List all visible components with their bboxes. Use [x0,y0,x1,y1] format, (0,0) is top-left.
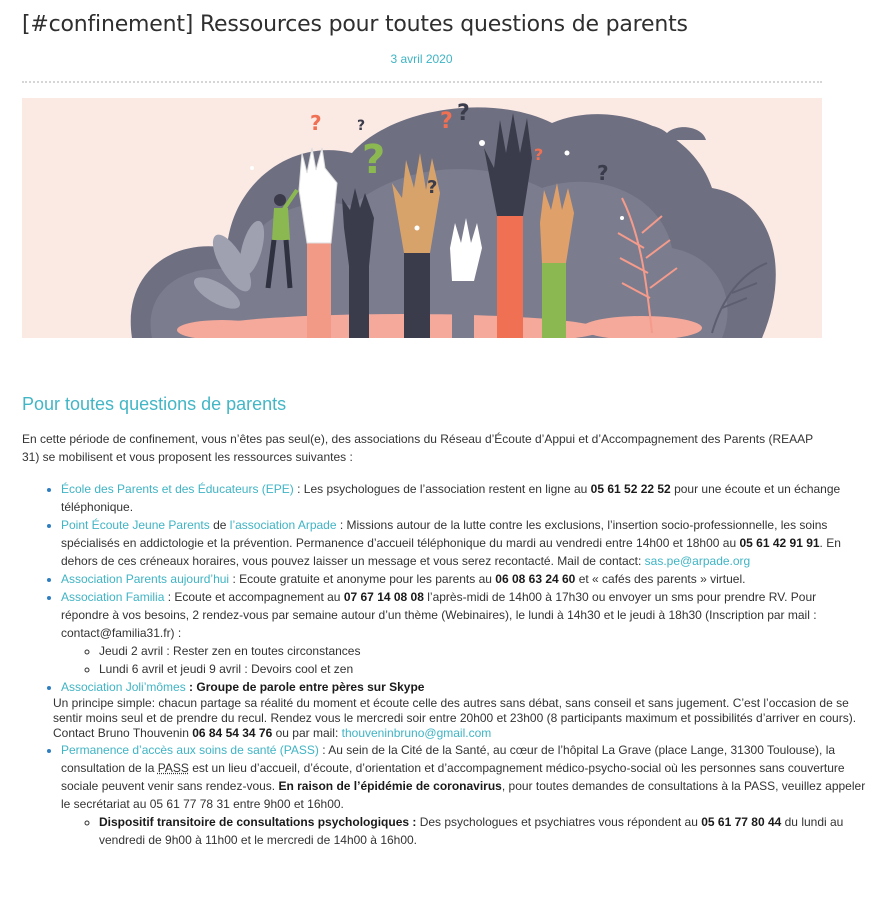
jolimomes-email-link[interactable]: thouveninbruno@gmail.com [341,726,492,740]
arpade-link[interactable]: l’association Arpade [229,518,337,532]
list-item-arpade: • Point Écoute Jeune Parents de l’association Arpade : Missions autour de la lutte contre les exclusions, l’insertion socio-professionnelle, les soins spécialisés en addictologie et la prévention. Permanence d’accueil téléphonique du mardi au vendredi entre 14h00 et 18h00 au 05 61 42 91 91. En dehors de ces créneaux horaires, vous pouvez laisser un message et vous serez recontacté. Mail de contact: sas.pe@arpade.org [61,516,866,570]
pass-link[interactable]: Permanence d’accès aux soins de santé (PASS) [61,743,319,757]
jolimomes-heading: : Groupe de parole entre pères sur Skype [185,680,425,694]
svg-text:?: ? [457,101,470,126]
list-item: ◦ Jeudi 2 avril : Rester zen en toutes circonstances [99,642,866,660]
jolimomes-description: Un principe simple: chacun partage sa réalité du moment et écoute celle des autres sans débat, sans conseil et sans jugement. C’est l’occasion de se sentir moins seul et de prendre du recul. Rendez vous le mercredi soir entre 20h00 et 23h00 (8 participants maximum et possibilités d’arriver en cours). Contact Bruno Thouvenin 06 84 54 34 76 ou par mail: thouveninbruno@gmail.com [53,696,857,740]
arpade-phone: 05 61 42 91 91 [739,536,820,550]
list-item-parents-aujourdhui: • Association Parents aujourd’hui : Ecoute gratuite et anonyme pour les parents au 06 08 63 24 60 et « cafés des parents » virtuel. [61,570,866,588]
familia-sublist [61,642,866,678]
epe-phone: 05 61 52 22 52 [590,482,671,496]
svg-text:?: ? [357,118,366,134]
arpade-email-link[interactable]: sas.pe@arpade.org [644,554,751,568]
familia-phone: 07 67 14 08 08 [343,590,424,604]
pass-sublist [61,813,866,849]
jolimomes-link[interactable]: Association Joli’mômes [61,680,186,694]
coronavirus-notice: En raison de l’épidémie de coronavirus [278,779,502,793]
list-item-epe: • École des Parents et des Éducateurs (EPE) : Les psychologues de l’association restent en ligne au 05 61 52 22 52 pour une écoute et un échange téléphonique. [61,480,866,516]
divider [22,81,822,83]
parents-aujourdhui-link[interactable]: Association Parents aujourd’hui [61,572,230,586]
svg-text:?: ? [440,109,453,134]
list-item: ◦ Lundi 6 avril et jeudi 9 avril : Devoirs cool et zen [99,660,866,678]
epe-link[interactable]: École des Parents et des Éducateurs (EPE) [61,482,294,496]
pass-psy-phone: 05 61 77 80 44 [701,815,782,829]
jolimomes-phone: 06 84 54 34 76 [192,726,273,740]
list-item-familia: • Association Familia : Ecoute et accompagnement au 07 67 14 08 08 l’après-midi de 14h00 à 17h30 ou envoyer un sms pour prendre RV. Pour répondre à vos besoins, 2 rendez-vous par semaine autour d’un thème (Webinaires), le lundi à 14h30 et le jeudi à 18h30 (Inscription par mail : contact@familia31.fr) : ◦ Jeudi 2 avril : Rester zen en toutes circonstances ◦ Lundi 6 avril et jeudi 9 avril : Devoirs cool et zen [61,588,866,678]
pass-abbreviation: PASS [157,761,189,775]
page-title: [#confinement] Ressources pour toutes questions de parents [22,12,688,37]
publish-date: 3 avril 2020 [390,52,453,66]
section-title: Pour toutes questions de parents [22,394,287,414]
hero-illustration [22,98,822,338]
dispositif-heading: Dispositif transitoire de consultations psychologiques : [99,815,417,829]
svg-text:?: ? [310,111,322,135]
list-item-jolimomes [53,678,866,741]
svg-text:?: ? [427,177,438,198]
point-ecoute-link[interactable]: Point Écoute Jeune Parents [61,518,210,532]
svg-text:?: ? [534,145,544,164]
familia-link[interactable]: Association Familia [61,590,165,604]
intro-paragraph: En cette période de confinement, vous n’êtes pas seul(e), des associations du Réseau d’Écoute d’Appui et d’Accompagnement des Parents (REAAP 31) se mobilisent et vous proposent les ressources suivantes : [22,432,813,464]
list-item: ◦ Dispositif transitoire de consultations psychologiques : Des psychologues et psychiatres vous répondent au 05 61 77 80 44 du lundi au vendredi de 9h00 à 11h00 et le mercredi de 14h00 à 16h00. [99,813,866,849]
svg-text:?: ? [362,137,386,183]
list-item-pass: • Permanence d’accès aux soins de santé (PASS) : Au sein de la Cité de la Santé, au cœur de l’hôpital La Grave (place Lange, 31300 Toulouse), la consultation de la PASS est un lieu d’accueil, d’écoute, d’orientation et d’accompagnement médico-psycho-social où les personnes sans couverture sociale peuvent venir sans rendez-vous. En raison de l’épidémie de coronavirus, pour toutes demandes de consultations à la PASS, veuillez appeler le secrétariat au 05 61 77 78 31 entre 9h00 et 16h00. ◦ Dispositif transitoire de consultations psychologiques : Des psychologues et psychiatres vous répondent au 05 61 77 80 44 du lundi au vendredi de 9h00 à 11h00 et le mercredi de 14h00 à 16h00. [61,741,866,849]
svg-text:?: ? [597,161,609,185]
parents-phone: 06 08 63 24 60 [495,572,576,586]
resource-list [22,480,866,849]
